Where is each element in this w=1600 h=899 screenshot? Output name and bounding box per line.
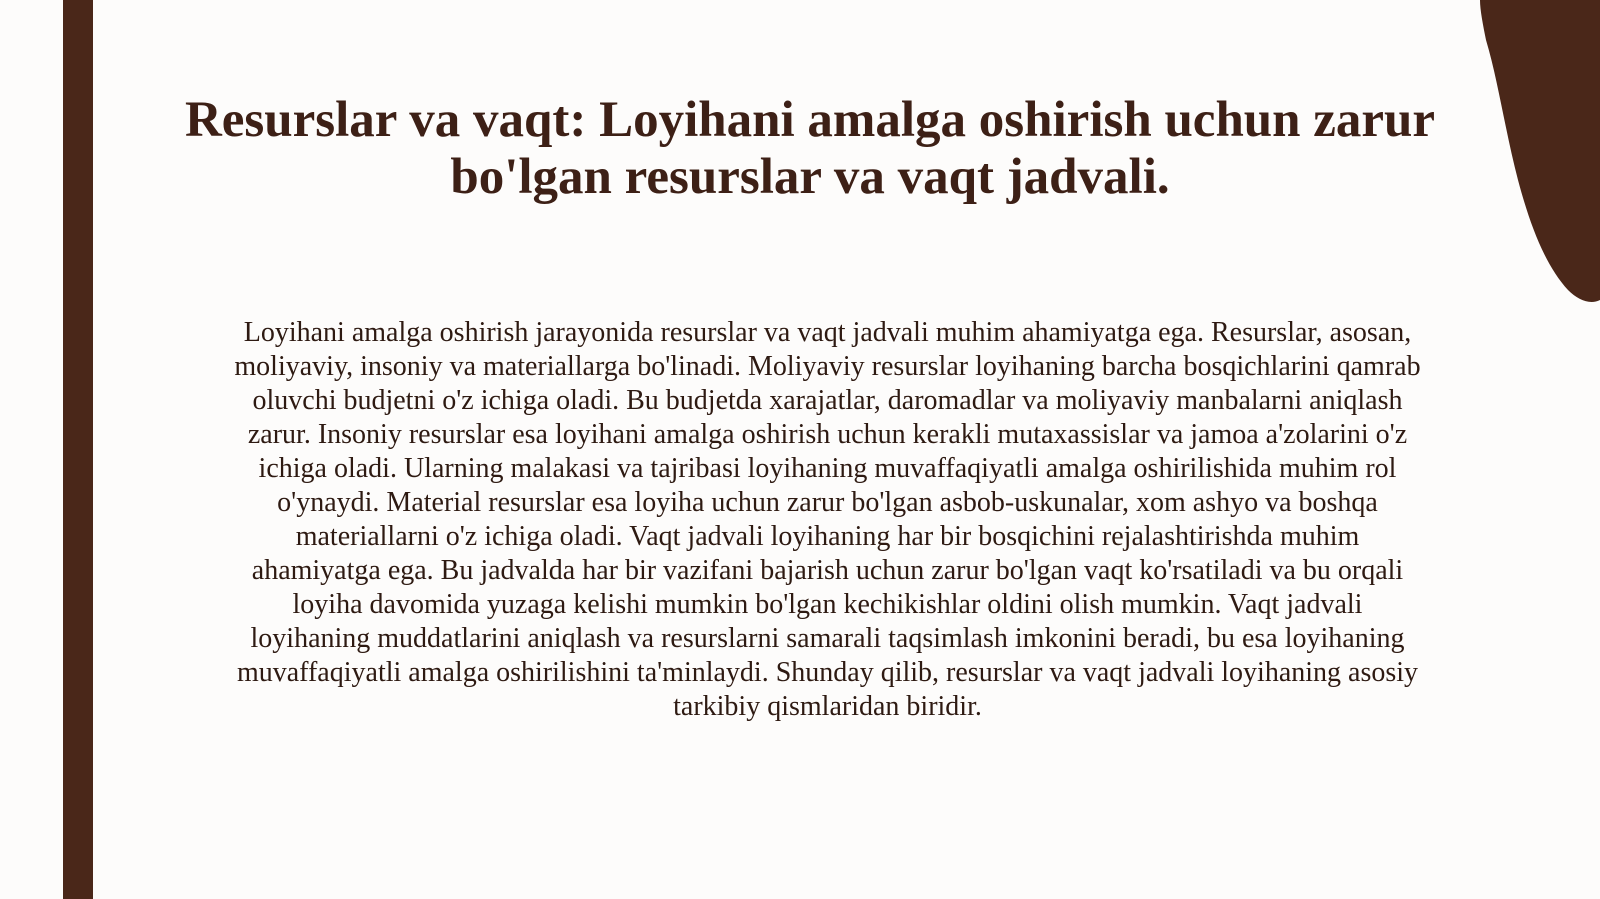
slide-title: Resurslar va vaqt: Loyihani amalga oshirish uchun zarur bo'lgan resurslar va vaqt jadvali.: [184, 92, 1436, 205]
corner-decoration: [1450, 0, 1600, 310]
left-accent-bar: [63, 0, 93, 899]
slide-body-text: Loyihani amalga oshirish jarayonida resurslar va vaqt jadvali muhim ahamiyatga ega. Resurslar, asosan, moliyaviy, insoniy va materiallarga bo'linadi. Moliyaviy resurslar loyihaning barcha bosqichlarini qamrab oluvchi budjetni o'z ichiga oladi. Bu budjetda xarajatlar, daromadlar va moliyaviy manbalarni aniqlash zarur. Insoniy resurslar esa loyihani amalga oshirish uchun kerakli mutaxassislar va jamoa a'zolarini o'z ichiga oladi. Ularning malakasi va tajribasi loyihaning muvaffaqiyatli amalga oshirilishida muhim rol o'ynaydi. Material resurslar esa loyiha uchun zarur bo'lgan asbob-uskunalar, xom ashyo va boshqa materiallarni o'z ichiga oladi. Vaqt jadvali loyihaning har bir bosqichini rejalashtirishda muhim ahamiyatga ega. Bu jadvalda har bir vazifani bajarish uchun zarur bo'lgan vaqt ko'rsatiladi va bu orqali loyiha davomida yuzaga kelishi mumkin bo'lgan kechikishlar oldini olish mumkin. Vaqt jadvali loyihaning muddatlarini aniqlash va resurslarni samarali taqsimlash imkonini beradi, bu esa loyihaning muvaffaqiyatli amalga oshirilishini ta'minlaydi. Shunday qilib, resurslar va vaqt jadvali loyihaning asosiy tarkibiy qismlaridan biridir.: [234, 317, 1421, 722]
